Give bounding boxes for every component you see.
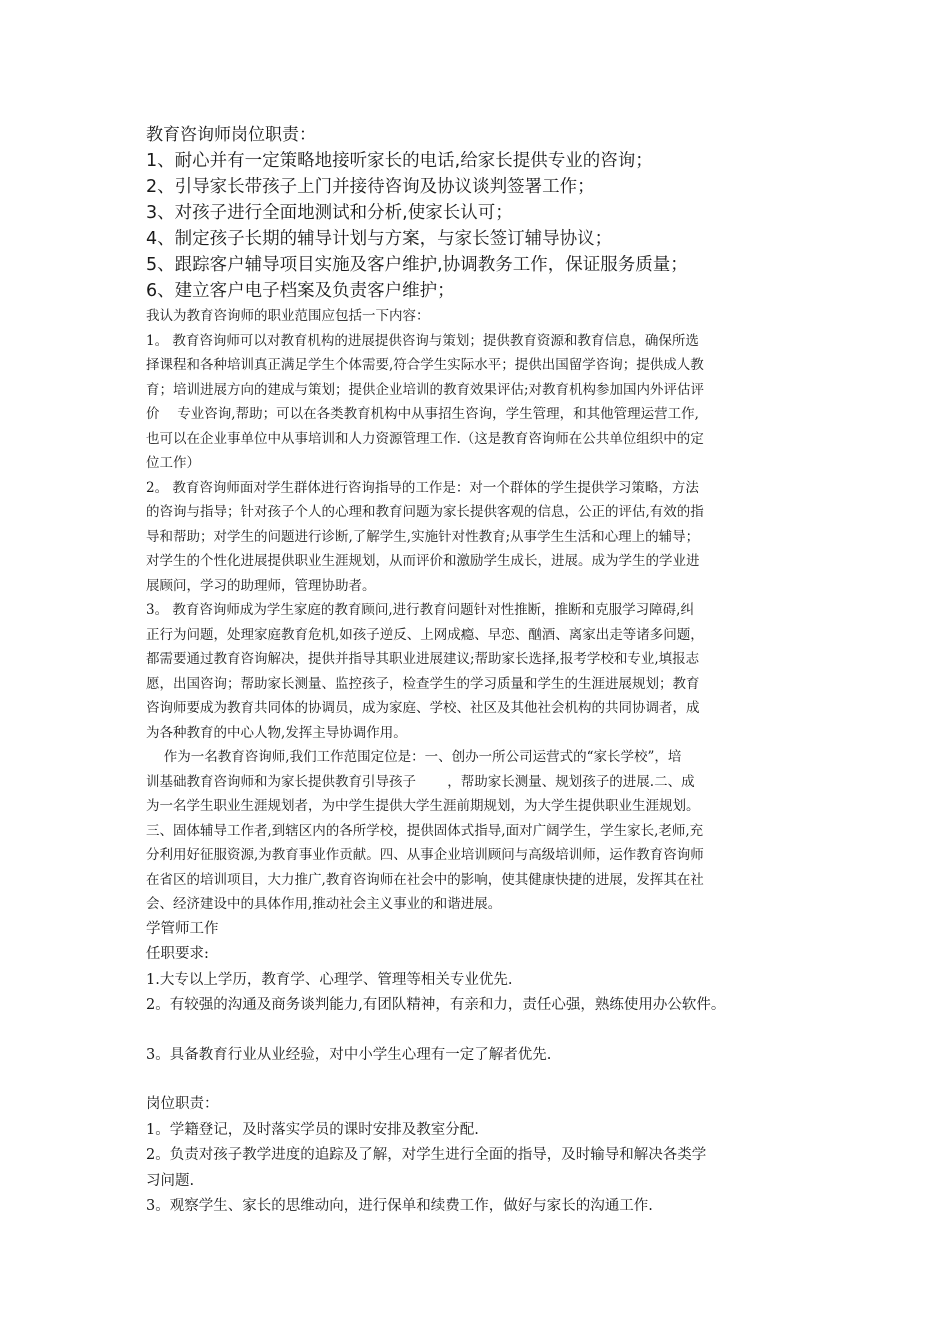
scope-line: 的咨询与指导；针对孩子个人的心理和教育问题为家长提供客观的信息，公正的评估,有效的指 xyxy=(146,504,704,520)
blank-line xyxy=(146,1068,826,1092)
scope-line: 为各种教育的中心人物,发挥主导协调作用。 xyxy=(146,724,407,741)
duty-line: 3。观察学生、家长的思维动向，进行保单和续费工作，做好与家长的沟通工作. xyxy=(146,1198,653,1214)
document-page xyxy=(146,122,826,1220)
duty-item: 6、建立客户电子档案及负责客户维护； xyxy=(146,281,455,301)
scope-line: 导和帮助；对学生的问题进行诊断,了解学生,实施针对性教育;从事学生生活和心理上的辅导； xyxy=(146,528,700,545)
scope-line: 对学生的个性化进展提供职业生涯规划，从而评价和激励学生成长，进展。成为学生的学业进 xyxy=(146,553,700,569)
scope-line: 会、经济建设中的具体作用,推动社会主义事业的和谐进展。 xyxy=(146,896,502,912)
duty-item: 5、跟踪客户辅导项目实施及客户维护,协调教务工作，保证服务质量； xyxy=(146,255,688,275)
scope-line: 咨询师要成为教育共同体的协调员，成为家庭、学校、社区及其他社会机构的共同协调者，成 xyxy=(146,700,700,716)
scope-line: 在省区的培训项目，大力推广,教育咨询师在社会中的影响，使其健康快捷的进展，发挥其在社 xyxy=(146,871,704,888)
scope-line: 价 专业咨询,帮助；可以在各类教育机构中从事招生咨询，学生管理，和其他管理运营工作, xyxy=(146,406,699,422)
duty-line: 1。学籍登记，及时落实学员的课时安排及教室分配. xyxy=(146,1121,479,1138)
scope-line: 2。 教育咨询师面对学生群体进行咨询指导的工作是：对一个群体的学生提供学习策略，方法 xyxy=(146,479,699,496)
scope-line: 择课程和各种培训真正满足学生个体需要,符合学生实际水平；提供出国留学咨询；提供成人教 xyxy=(146,357,704,373)
duty-item: 4、制定孩子长期的辅导计划与方案，与家长签订辅导协议； xyxy=(146,229,613,249)
scope-line: 分利用好征服资源,为教育事业作贡献。四、从事企业培训顾问与高级培训师，运作教育咨询师 xyxy=(146,847,704,863)
scope-line: 位工作） xyxy=(146,455,200,471)
section-title: 学管师工作 xyxy=(146,920,219,937)
document-title: 教育咨询师岗位职责： xyxy=(146,125,316,145)
requirement-item: 1.大专以上学历，教育学、心理学、管理等相关专业优先. xyxy=(146,971,513,988)
scope-line: 都需要通过教育咨询解决，提供并指导其职业进展建议;帮助家长选择,报考学校和专业,填报志 xyxy=(146,651,700,667)
scope-line: 愿，出国咨询；帮助家长测量、监控孩子，检查学生的学习质量和学生的生涯进展规划；教育 xyxy=(146,675,700,692)
duty-line: 2。负责对孩子教学进度的追踪及了解，对学生进行全面的指导，及时输导和解决各类学 xyxy=(146,1147,707,1163)
duty-item: 2、引导家长带孩子上门并接待咨询及协议谈判签署工作； xyxy=(146,177,595,197)
requirements-title: 任职要求: xyxy=(146,946,209,962)
scope-line: 为一名学生职业生涯规划者，为中学生提供大学生涯前期规划，为大学生提供职业生涯规划。 xyxy=(146,798,700,814)
scope-line: 3。 教育咨询师成为学生家庭的教育顾问,进行教育问题针对性推断，推断和克服学习障碍,纠 xyxy=(146,602,694,618)
scope-line: 正行为问题，处理家庭教育危机,如孩子逆反、上网成瘾、早恋、酗酒、离家出走等诸多问题， xyxy=(146,626,704,643)
duty-item: 3、对孩子进行全面地测试和分析,使家长认可； xyxy=(146,203,513,223)
scope-line: 三、固体辅导工作者,到辖区内的各所学校，提供固体式指导,面对广阔学生，学生家长,老师,充 xyxy=(146,822,704,839)
requirement-item: 3。具备教育行业从业经验，对中小学生心理有一定了解者优先. xyxy=(146,1046,552,1063)
scope-intro: 我认为教育咨询师的职业范围应包括一下内容： xyxy=(146,308,430,324)
scope-line: 1。 教育咨询师可以对教育机构的进展提供咨询与策划；提供教育资源和教育信息，确保所选 xyxy=(146,332,699,349)
scope-line: 育；培训进展方向的建成与策划；提供企业培训的教育效果评估;对教育机构参加国内外评估评 xyxy=(146,381,705,398)
scope-line: 作为一名教育咨询师,我们工作范围定位是：一、创办一所公司运营式的“家长学校”，培 xyxy=(146,749,682,765)
scope-line: 也可以在企业事单位中从事培训和人力资源管理工作.（这是教育咨询师在公共单位组织中的定 xyxy=(146,430,704,447)
scope-line: 展顾问，学习的助理师，管理协助者。 xyxy=(146,577,376,594)
duty-item: 1、耐心并有一定策略地接听家长的电话,给家长提供专业的咨询； xyxy=(146,151,653,171)
scope-line: 训基础教育咨询师和为家长提供教育引导孩子 ，帮助家长测量、规划孩子的进展.二、成 xyxy=(146,773,695,790)
duties-title: 岗位职责： xyxy=(146,1096,219,1112)
duty-line: 习问题. xyxy=(146,1172,195,1189)
blank-line xyxy=(146,1019,826,1043)
requirement-item: 2。有较强的沟通及商务谈判能力,有团队精神，有亲和力，责任心强，熟练使用办公软件。 xyxy=(146,997,726,1013)
